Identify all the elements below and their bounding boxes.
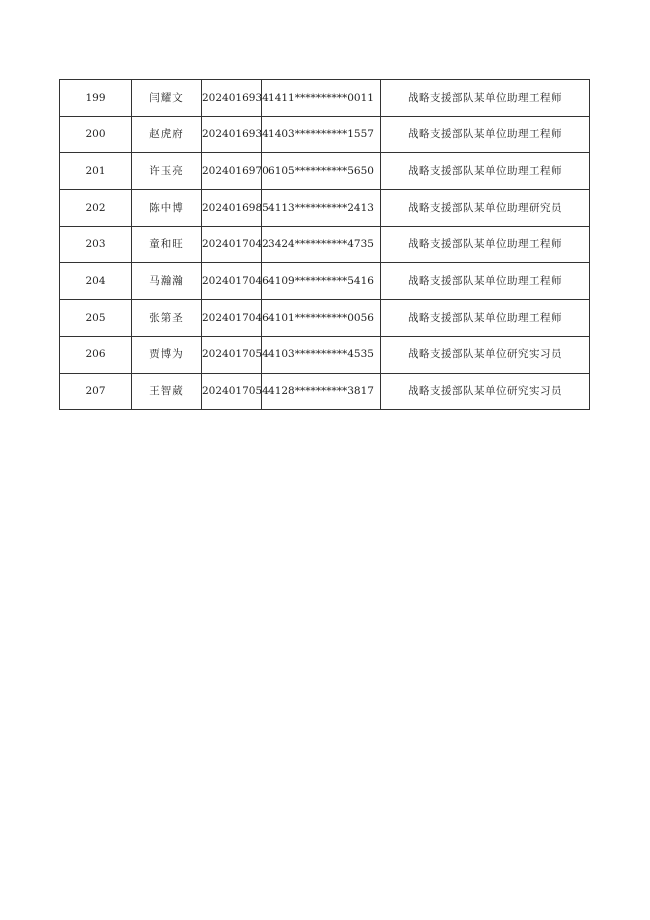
position-title: 战略支援部队某单位助理工程师: [381, 153, 590, 190]
row-number: 201: [60, 153, 132, 190]
id-card-number: 6105**********5650: [262, 153, 381, 190]
candidate-name: 赵虎府: [132, 116, 202, 153]
exam-ticket-number: 2024017054: [202, 336, 262, 373]
table-row: [60, 153, 590, 190]
table-row: [60, 336, 590, 373]
position-title: 战略支援部队某单位研究实习员: [381, 373, 590, 410]
exam-ticket-number: 2024017054: [202, 373, 262, 410]
row-number: 202: [60, 190, 132, 227]
id-card-number: 1403**********1557: [262, 116, 381, 153]
id-card-number: 1411**********0011: [262, 80, 381, 117]
table-row: [60, 226, 590, 263]
candidate-name: 闫耀文: [132, 80, 202, 117]
table-row: [60, 373, 590, 410]
roster-table: [59, 79, 590, 410]
exam-ticket-number: 2024016985: [202, 190, 262, 227]
candidate-name: 贾博为: [132, 336, 202, 373]
position-title: 战略支援部队某单位助理工程师: [381, 300, 590, 337]
position-title: 战略支援部队某单位助理工程师: [381, 263, 590, 300]
exam-ticket-number: 2024016934: [202, 80, 262, 117]
row-number: 206: [60, 336, 132, 373]
position-title: 战略支援部队某单位助理工程师: [381, 226, 590, 263]
id-card-number: 3424**********4735: [262, 226, 381, 263]
row-number: 205: [60, 300, 132, 337]
table-row: [60, 116, 590, 153]
row-number: 207: [60, 373, 132, 410]
position-title: 战略支援部队某单位助理研究员: [381, 190, 590, 227]
position-title: 战略支援部队某单位研究实习员: [381, 336, 590, 373]
table-row: [60, 263, 590, 300]
candidate-name: 张第圣: [132, 300, 202, 337]
candidate-name: 陈中博: [132, 190, 202, 227]
row-number: 204: [60, 263, 132, 300]
id-card-number: 4128**********3817: [262, 373, 381, 410]
exam-ticket-number: 2024016970: [202, 153, 262, 190]
id-card-number: 4113**********2413: [262, 190, 381, 227]
position-title: 战略支援部队某单位助理工程师: [381, 116, 590, 153]
candidate-name: 马瀚瀚: [132, 263, 202, 300]
table-row: [60, 300, 590, 337]
candidate-name: 童和旺: [132, 226, 202, 263]
row-number: 200: [60, 116, 132, 153]
table-row: [60, 190, 590, 227]
exam-ticket-number: 2024017042: [202, 226, 262, 263]
id-card-number: 4109**********5416: [262, 263, 381, 300]
candidate-name: 许玉亮: [132, 153, 202, 190]
exam-ticket-number: 2024017046: [202, 300, 262, 337]
id-card-number: 4103**********4535: [262, 336, 381, 373]
row-number: 203: [60, 226, 132, 263]
table-row: [60, 80, 590, 117]
exam-ticket-number: 2024017046: [202, 263, 262, 300]
id-card-number: 4101**********0056: [262, 300, 381, 337]
row-number: 199: [60, 80, 132, 117]
candidate-name: 王智葳: [132, 373, 202, 410]
position-title: 战略支援部队某单位助理工程师: [381, 80, 590, 117]
exam-ticket-number: 2024016934: [202, 116, 262, 153]
